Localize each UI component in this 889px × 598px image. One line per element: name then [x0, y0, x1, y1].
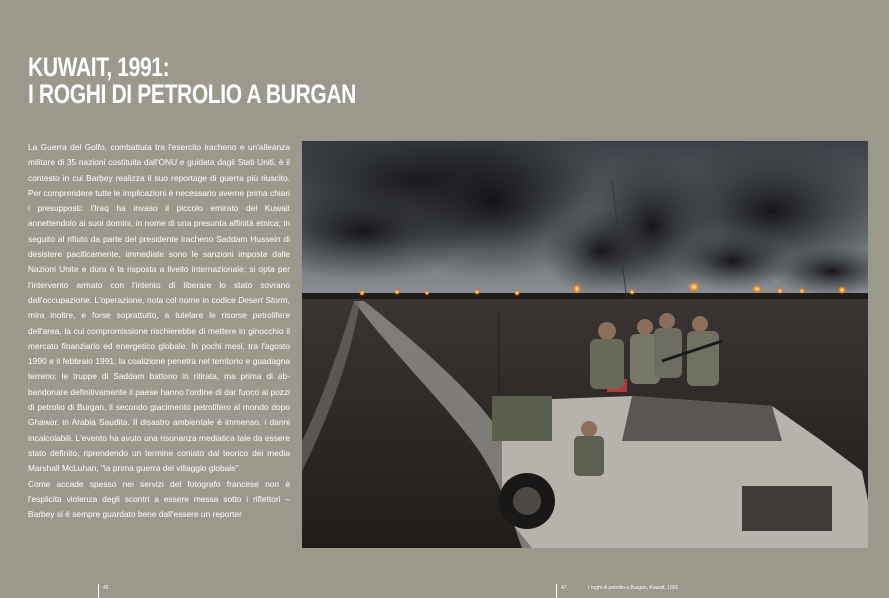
paragraph-1 — [28, 140, 290, 477]
right-page-footer — [556, 584, 678, 598]
paragraph-1-part-b: , mira inoltre, e forse soprattutto, a tutelare le risorse petrolifere dell'area, la cui compromissione rischierebbe di mettere in ginocchio il mercato finanziario ed energetico globale. In pochi mesi, tra l'agosto 1990 e il febbraio 1991, la coalizione penetra nel territorio e guadagna terreno; le truppe di Saddam battono in ritirata, ma prima di abbandonare definitivamente il paese hanno l'ordine di dar fuoco ai pozzi di petrolio di Burgan, il secondo giacimento petrolifero al mondo dopo Ghawar, in Arabia Saudita. Il disastro ambientale è immenso, i danni incalcolabili. L'evento ha avuto una risonanza mediatica tale da essere stato definito, riprendendo un termine coniato dal teorico dei media Marshall McLuhan, "la prima guerra del villaggio globale". — [28, 294, 290, 474]
left-page-number: 46 — [103, 585, 109, 591]
right-page-number: 47 — [561, 585, 567, 591]
photo-caption: I roghi di petrolio a Burgan, Kuwait, 1991 — [587, 585, 679, 591]
photo-burning-oil-fields — [302, 141, 868, 548]
title-line-1: KUWAIT, 1991: — [28, 52, 170, 82]
paragraph-2: Come accade spesso nei servizi del fotografo francese non è l'esplicita violenza degli scontri a essere messa sotto i riflettori – Barbey si è sempre guardato bene dall'essere un reporter — [28, 478, 290, 520]
paragraph-1-part-a: La Guerra del Golfo, combattuta tra l'esercito iracheno e un'alleanza militare di 35 nazioni costituita dall'ONU e guidata dagli Stati Uniti, è il contesto in cui Barbey realizza il suo reportage di guerra più riuscito. Per comprendere tutte le implicazioni è necessario averne prima chiari i presupposti: l'Iraq ha invaso il piccolo emirato del Kuwait annettendolo ai suoi domini, in nome di una presunta affinità etnica; in seguito al rifiuto da parte del presidente iracheno Saddam Hussein di desistere pacificamente, immediate sono le sanzioni imposte dalle Nazioni Unite e dura è la risposta a livello internazionale; si opta per l'intervento armato con l'intento di liberare lo stato sovrano dall'occupazione. L'operazione, nota col nome in codice — [28, 142, 290, 305]
page-title — [28, 54, 356, 108]
smoke-plumes — [302, 141, 868, 301]
article-body — [28, 140, 290, 522]
operation-code-name: Desert Storm — [238, 294, 288, 305]
left-page-footer — [98, 584, 109, 598]
title-line-2: I ROGHI DI PETROLIO A BURGAN — [28, 79, 357, 109]
